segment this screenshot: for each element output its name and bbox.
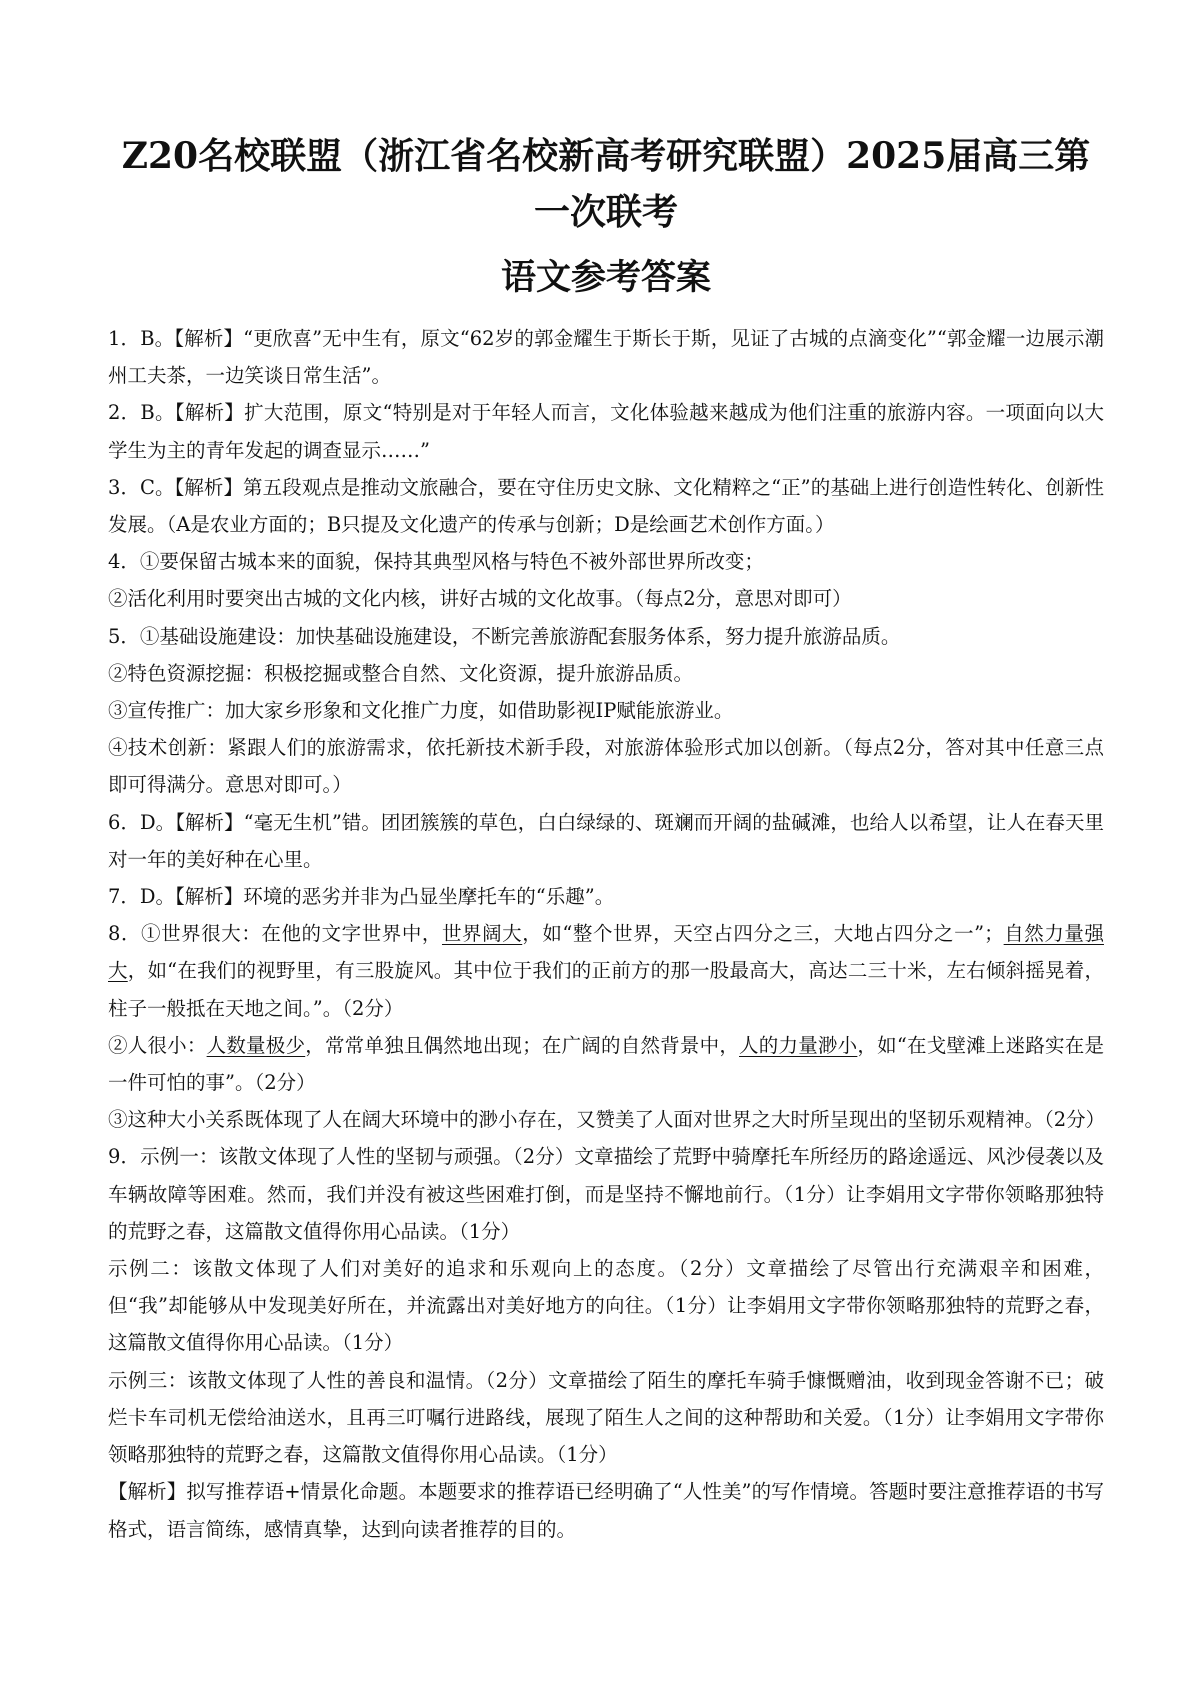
- answer-8-1-text: 8．①世界很大：在他的文字世界中，: [108, 922, 442, 946]
- answer-4-point-2: ②活化利用时要突出古城的文化内核，讲好古城的文化故事。（每点2分，意思对即可）: [108, 587, 852, 611]
- answer-2: 2．B。【解析】扩大范围，原文“特别是对于年轻人而言，文化体验越来越成为他们注重的旅游内容。一项面向以大学生为主的青年发起的调查显示……”: [108, 401, 1104, 462]
- answer-1: 1．B。【解析】“更欣喜”无中生有，原文“62岁的郭金耀生于斯长于斯，见证了古城的点滴变化”“郭金耀一边展示潮州工夫茶，一边笑谈日常生活”。: [108, 327, 1104, 388]
- answer-8-1-text: ，如“在我们的视野里，有三股旋风。其中位于我们的正前方的那一股最高大，高达二三十米，左右倾斜摇晃着，柱子一般抵在天地之间。”。（2分）: [108, 959, 1104, 1020]
- answer-8-1-text: ，如“整个世界，天空占四分之三，大地占四分之一”；: [522, 922, 1004, 946]
- answer-8-point-2: [108, 1027, 1104, 1101]
- answer-6: 6．D。【解析】“毫无生机”错。团团簇簇的草色，白白绿绿的、斑斓而开阔的盐碱滩，也给人以希望，让人在春天里对一年的美好种在心里。: [108, 810, 1104, 871]
- answer-5-point-1: 5．①基础设施建设：加快基础设施建设，不断完善旅游配套服务体系，努力提升旅游品质。: [108, 624, 901, 648]
- answer-8-point-1: [108, 915, 1104, 1027]
- answer-8-point-3: ③这种大小关系既体现了人在阔大环境中的渺小存在，又赞美了人面对世界之大时所呈现出的坚韧乐观精神。（2分）: [108, 1108, 1106, 1132]
- underlined-phrase: 世界阔大: [441, 922, 523, 946]
- answer-3: 3．C。【解析】第五段观点是推动文旅融合，要在守住历史文脉、文化精粹之“正”的基础上进行创造性转化、创新性发展。（A是农业方面的；B只提及文化遗产的传承与创新；D是绘画艺术创作方面。）: [108, 475, 1104, 537]
- answer-9-example-3: 示例三：该散文体现了人性的善良和温情。（2分）文章描绘了陌生的摩托车骑手慷慨赠油，收到现金答谢不已；破烂卡车司机无偿给油送水，且再三叮嘱行进路线，展现了陌生人之间的这种帮助和关爱。（1分）让李娟用文字带你领略那独特的荒野之春，这篇散文值得你用心品读。（1分）: [108, 1368, 1104, 1467]
- underlined-phrase: 自然力量强大: [108, 922, 1104, 983]
- answer-7: 7．D。【解析】环境的恶劣并非为凸显坐摩托车的“乐趣”。: [108, 885, 615, 909]
- underlined-phrase: 人数量极少: [206, 1033, 306, 1057]
- answer-5-point-4: ④技术创新：紧跟人们的旅游需求，依托新技术新手段，对旅游体验形式加以创新。（每点2分，答对其中任意三点即可得满分。意思对即可。）: [108, 736, 1104, 797]
- answer-5-point-3: ③宣传推广：加大家乡形象和文化推广力度，如借助影视IP赋能旅游业。: [108, 699, 734, 723]
- answer-8-2-text: ，如“在戈壁滩上迷路实在是一件可怕的事”。（2分）: [108, 1033, 1104, 1095]
- document-subtitle: 语文参考答案: [500, 257, 711, 298]
- answer-8-2-text: ，常常单独且偶然地出现；在广阔的自然背景中，: [305, 1033, 740, 1057]
- underlined-phrase: 人的力量渺小: [739, 1033, 858, 1057]
- answer-5-point-2: ②特色资源挖掘：积极挖掘或整合自然、文化资源，提升旅游品质。: [108, 661, 694, 685]
- document-title: Z20名校联盟（浙江省名校新高考研究联盟）2025届高三第一次联考: [121, 135, 1091, 233]
- answer-9-example-1: 9．示例一：该散文体现了人性的坚韧与顽强。（2分）文章描绘了荒野中骑摩托车所经历的路途遥远、风沙侵袭以及车辆故障等困难。然而，我们并没有被这些困难打倒，而是坚持不懈地前行。（1分）让李娟用文字带你领略那独特的荒野之春，这篇散文值得你用心品读。（1分）: [108, 1145, 1104, 1243]
- answer-9-example-2: 示例二：该散文体现了人们对美好的追求和乐观向上的态度。（2分）文章描绘了尽管出行充满艰辛和困难，但“我”却能够从中发现美好所在，并流露出对美好地方的向往。（1分）让李娟用文字带你领略那独特的荒野之春，这篇散文值得你用心品读。（1分）: [108, 1257, 1104, 1355]
- answer-list: [108, 320, 1104, 1548]
- answer-4-point-1: 4．①要保留古城本来的面貌，保持其典型风格与特色不被外部世界所改变；: [108, 550, 764, 574]
- answer-9-analysis: 【解析】拟写推荐语+情景化命题。本题要求的推荐语已经明确了“人性美”的写作情境。答题时要注意推荐语的书写格式，语言简练，感情真挚，达到向读者推荐的目的。: [108, 1480, 1104, 1541]
- answer-8-2-text: ②人很小：: [108, 1033, 207, 1057]
